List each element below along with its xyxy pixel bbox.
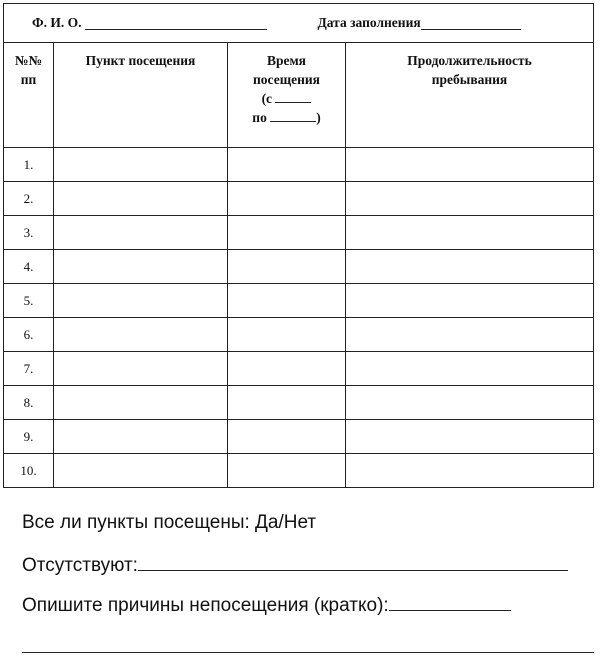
row-number: 9.	[4, 420, 54, 454]
time-to-label: по	[252, 110, 267, 125]
duration-cell[interactable]	[346, 148, 594, 182]
table-body	[4, 148, 594, 488]
time-cell[interactable]	[228, 352, 346, 386]
time-from-label: (с	[261, 91, 273, 106]
time-cell[interactable]	[228, 386, 346, 420]
date-field[interactable]	[421, 17, 521, 30]
table-row	[4, 284, 594, 318]
point-cell[interactable]	[54, 182, 228, 216]
question-absent	[22, 552, 594, 577]
fio-label: Ф. И. О.	[32, 15, 82, 30]
col-duration-line2: пребывания	[431, 72, 508, 87]
reasons-field[interactable]	[389, 592, 511, 611]
reasons-continuation-line[interactable]	[22, 652, 594, 653]
time-cell[interactable]	[228, 182, 346, 216]
col-point-header: Пункт посещения	[54, 43, 228, 148]
duration-cell[interactable]	[346, 216, 594, 250]
table-row	[4, 182, 594, 216]
col-time-line1: Время	[266, 53, 306, 68]
point-cell[interactable]	[54, 216, 228, 250]
time-cell[interactable]	[228, 454, 346, 488]
col-time-line2: посещения	[253, 72, 320, 87]
point-cell[interactable]	[54, 250, 228, 284]
row-number: 7.	[4, 352, 54, 386]
table-row	[4, 216, 594, 250]
row-number: 8.	[4, 386, 54, 420]
duration-cell[interactable]	[346, 420, 594, 454]
time-cell[interactable]	[228, 284, 346, 318]
duration-cell[interactable]	[346, 318, 594, 352]
question-reasons	[22, 592, 594, 617]
date-label: Дата заполнения	[317, 15, 421, 30]
table-row	[4, 318, 594, 352]
col-time-header	[228, 43, 346, 148]
time-cell[interactable]	[228, 420, 346, 454]
reasons-label: Опишите причины непосещения (кратко):	[22, 595, 389, 616]
col-duration-header	[346, 43, 594, 148]
absent-label: Отсутствуют:	[22, 555, 138, 576]
time-from-field[interactable]	[275, 90, 311, 103]
point-cell[interactable]	[54, 352, 228, 386]
time-close-paren: )	[316, 110, 321, 125]
time-cell[interactable]	[228, 318, 346, 352]
header-cell	[4, 4, 594, 43]
row-number: 10.	[4, 454, 54, 488]
point-cell[interactable]	[54, 420, 228, 454]
row-number: 3.	[4, 216, 54, 250]
fio-field[interactable]	[85, 17, 267, 30]
duration-cell[interactable]	[346, 182, 594, 216]
col-time-from	[228, 89, 345, 108]
col-number-line1: №№	[14, 53, 43, 68]
header-row	[4, 4, 594, 43]
row-number: 5.	[4, 284, 54, 318]
col-number-line2: пп	[20, 72, 37, 87]
point-cell[interactable]	[54, 318, 228, 352]
point-cell[interactable]	[54, 148, 228, 182]
duration-cell[interactable]	[346, 454, 594, 488]
row-number: 4.	[4, 250, 54, 284]
table-row	[4, 420, 594, 454]
time-cell[interactable]	[228, 250, 346, 284]
table-row	[4, 250, 594, 284]
col-time-to	[228, 108, 345, 127]
duration-cell[interactable]	[346, 250, 594, 284]
duration-cell[interactable]	[346, 352, 594, 386]
point-cell[interactable]	[54, 386, 228, 420]
absent-field[interactable]	[138, 552, 568, 571]
visit-log-table	[3, 3, 594, 488]
point-cell[interactable]	[54, 454, 228, 488]
col-duration-line1: Продолжительность	[407, 53, 532, 68]
row-number: 2.	[4, 182, 54, 216]
table-row	[4, 352, 594, 386]
point-cell[interactable]	[54, 284, 228, 318]
question-all-visited: Все ли пункты посещены: Да/Нет	[22, 512, 317, 533]
col-number-header	[4, 43, 54, 148]
time-cell[interactable]	[228, 148, 346, 182]
column-header-row	[4, 43, 594, 148]
table-row	[4, 148, 594, 182]
duration-cell[interactable]	[346, 284, 594, 318]
row-number: 6.	[4, 318, 54, 352]
table-row	[4, 454, 594, 488]
time-to-field[interactable]	[270, 109, 316, 122]
duration-cell[interactable]	[346, 386, 594, 420]
row-number: 1.	[4, 148, 54, 182]
table-row	[4, 386, 594, 420]
time-cell[interactable]	[228, 216, 346, 250]
